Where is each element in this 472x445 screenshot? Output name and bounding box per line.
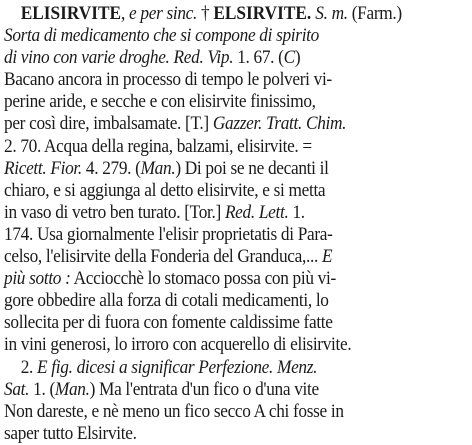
italic-text: Sat. (4, 378, 30, 400)
text-segment: 1. (288, 201, 305, 223)
entry-line (4, 91, 469, 113)
text-segment: sollecita per di fuora con fomente caldissime fatte (4, 312, 333, 334)
text-segment: Acciocchè lo stomaco possa con più vi- (70, 268, 336, 290)
text-segment: Non dareste, e nè meno un fico secco A chi fosse in (4, 400, 344, 422)
text-segment: † (197, 3, 214, 24)
text-segment: in vini generosi, lo irroro con acquerello di elisirvite. (4, 334, 352, 356)
entry-line (4, 202, 469, 224)
italic-text: e per sinc. (129, 3, 198, 24)
text-segment: perine aride, e secche e con elisirvite finissimo, (4, 91, 316, 113)
text-segment: ) Ma l'entrata d'un fico o d'una vite (89, 378, 319, 400)
entry-line (4, 136, 469, 158)
text-segment: ) Di poi se ne decanti il (175, 157, 329, 179)
entry-line (4, 3, 469, 25)
text-segment: , (121, 3, 130, 24)
text-segment: (Farm.) (347, 3, 402, 24)
entry-line (4, 423, 469, 445)
entry-line (4, 69, 469, 91)
entry-line (4, 224, 469, 246)
entry-line (4, 312, 469, 334)
text-segment: chiaro, e si aggiunga al detto elisirvite, e si metta (4, 179, 326, 201)
italic-text: Gazzer. Tratt. Chim. (212, 113, 347, 135)
entry-line (4, 334, 469, 356)
headword: ELSIRVITE. (213, 3, 312, 24)
text-segment: 1. 67. ( (233, 47, 284, 69)
text-segment: 4. 279. ( (81, 157, 141, 179)
text-segment: gore obbedire alla forza di cotali medicamenti, lo (4, 290, 329, 312)
italic-text: Man. (140, 157, 176, 179)
entry-line (4, 158, 469, 180)
entry-line (4, 290, 469, 312)
entry-line (4, 113, 469, 135)
italic-text: S. m. (315, 3, 348, 24)
text-segment: 2. 70. Acqua della regina, balzami, elisirvite. = (4, 135, 312, 157)
text-segment: 1. ( (29, 378, 55, 400)
italic-text: E (322, 246, 333, 268)
text-segment: celso, l'elisirvite della Fonderia del Granduca,... (4, 246, 323, 268)
italic-text: E fig. dicesi a significar Perfezione. Menz. (37, 356, 318, 378)
entry-line (4, 379, 469, 401)
text-segment: in vaso di vetro ben turato. [Tor.] (4, 201, 225, 223)
text-segment: Bacano ancora in processo di tempo le polveri vi- (4, 69, 332, 91)
entry-line (4, 246, 469, 268)
entry-line (4, 268, 469, 290)
text-segment: per così dire, imbalsamate. [T.] (4, 113, 213, 135)
text-segment: 2. (20, 356, 38, 378)
headword: ELISIRVITE (20, 3, 122, 24)
italic-text: più sotto : (4, 268, 71, 290)
entry-line (4, 47, 469, 69)
entry-line (4, 180, 469, 202)
dictionary-entry (4, 3, 469, 445)
italic-text: Sorta di medicamento che si compone di spirito (4, 25, 319, 47)
text-segment: saper tutto Elsirvite. (4, 422, 137, 444)
italic-text: di vino con varie droghe. Red. Vip. (4, 47, 234, 69)
entry-line (4, 25, 469, 47)
italic-text: Ricett. Fior. (4, 157, 82, 179)
italic-text: C (283, 47, 295, 69)
entry-line (4, 357, 469, 379)
entry-line (4, 401, 469, 423)
italic-text: Man. (54, 378, 90, 400)
text-segment: 174. Usa giornalmente l'elisir proprietatis di Para- (4, 223, 333, 245)
text-segment: ) (294, 47, 301, 69)
italic-text: Red. Lett. (224, 201, 289, 223)
